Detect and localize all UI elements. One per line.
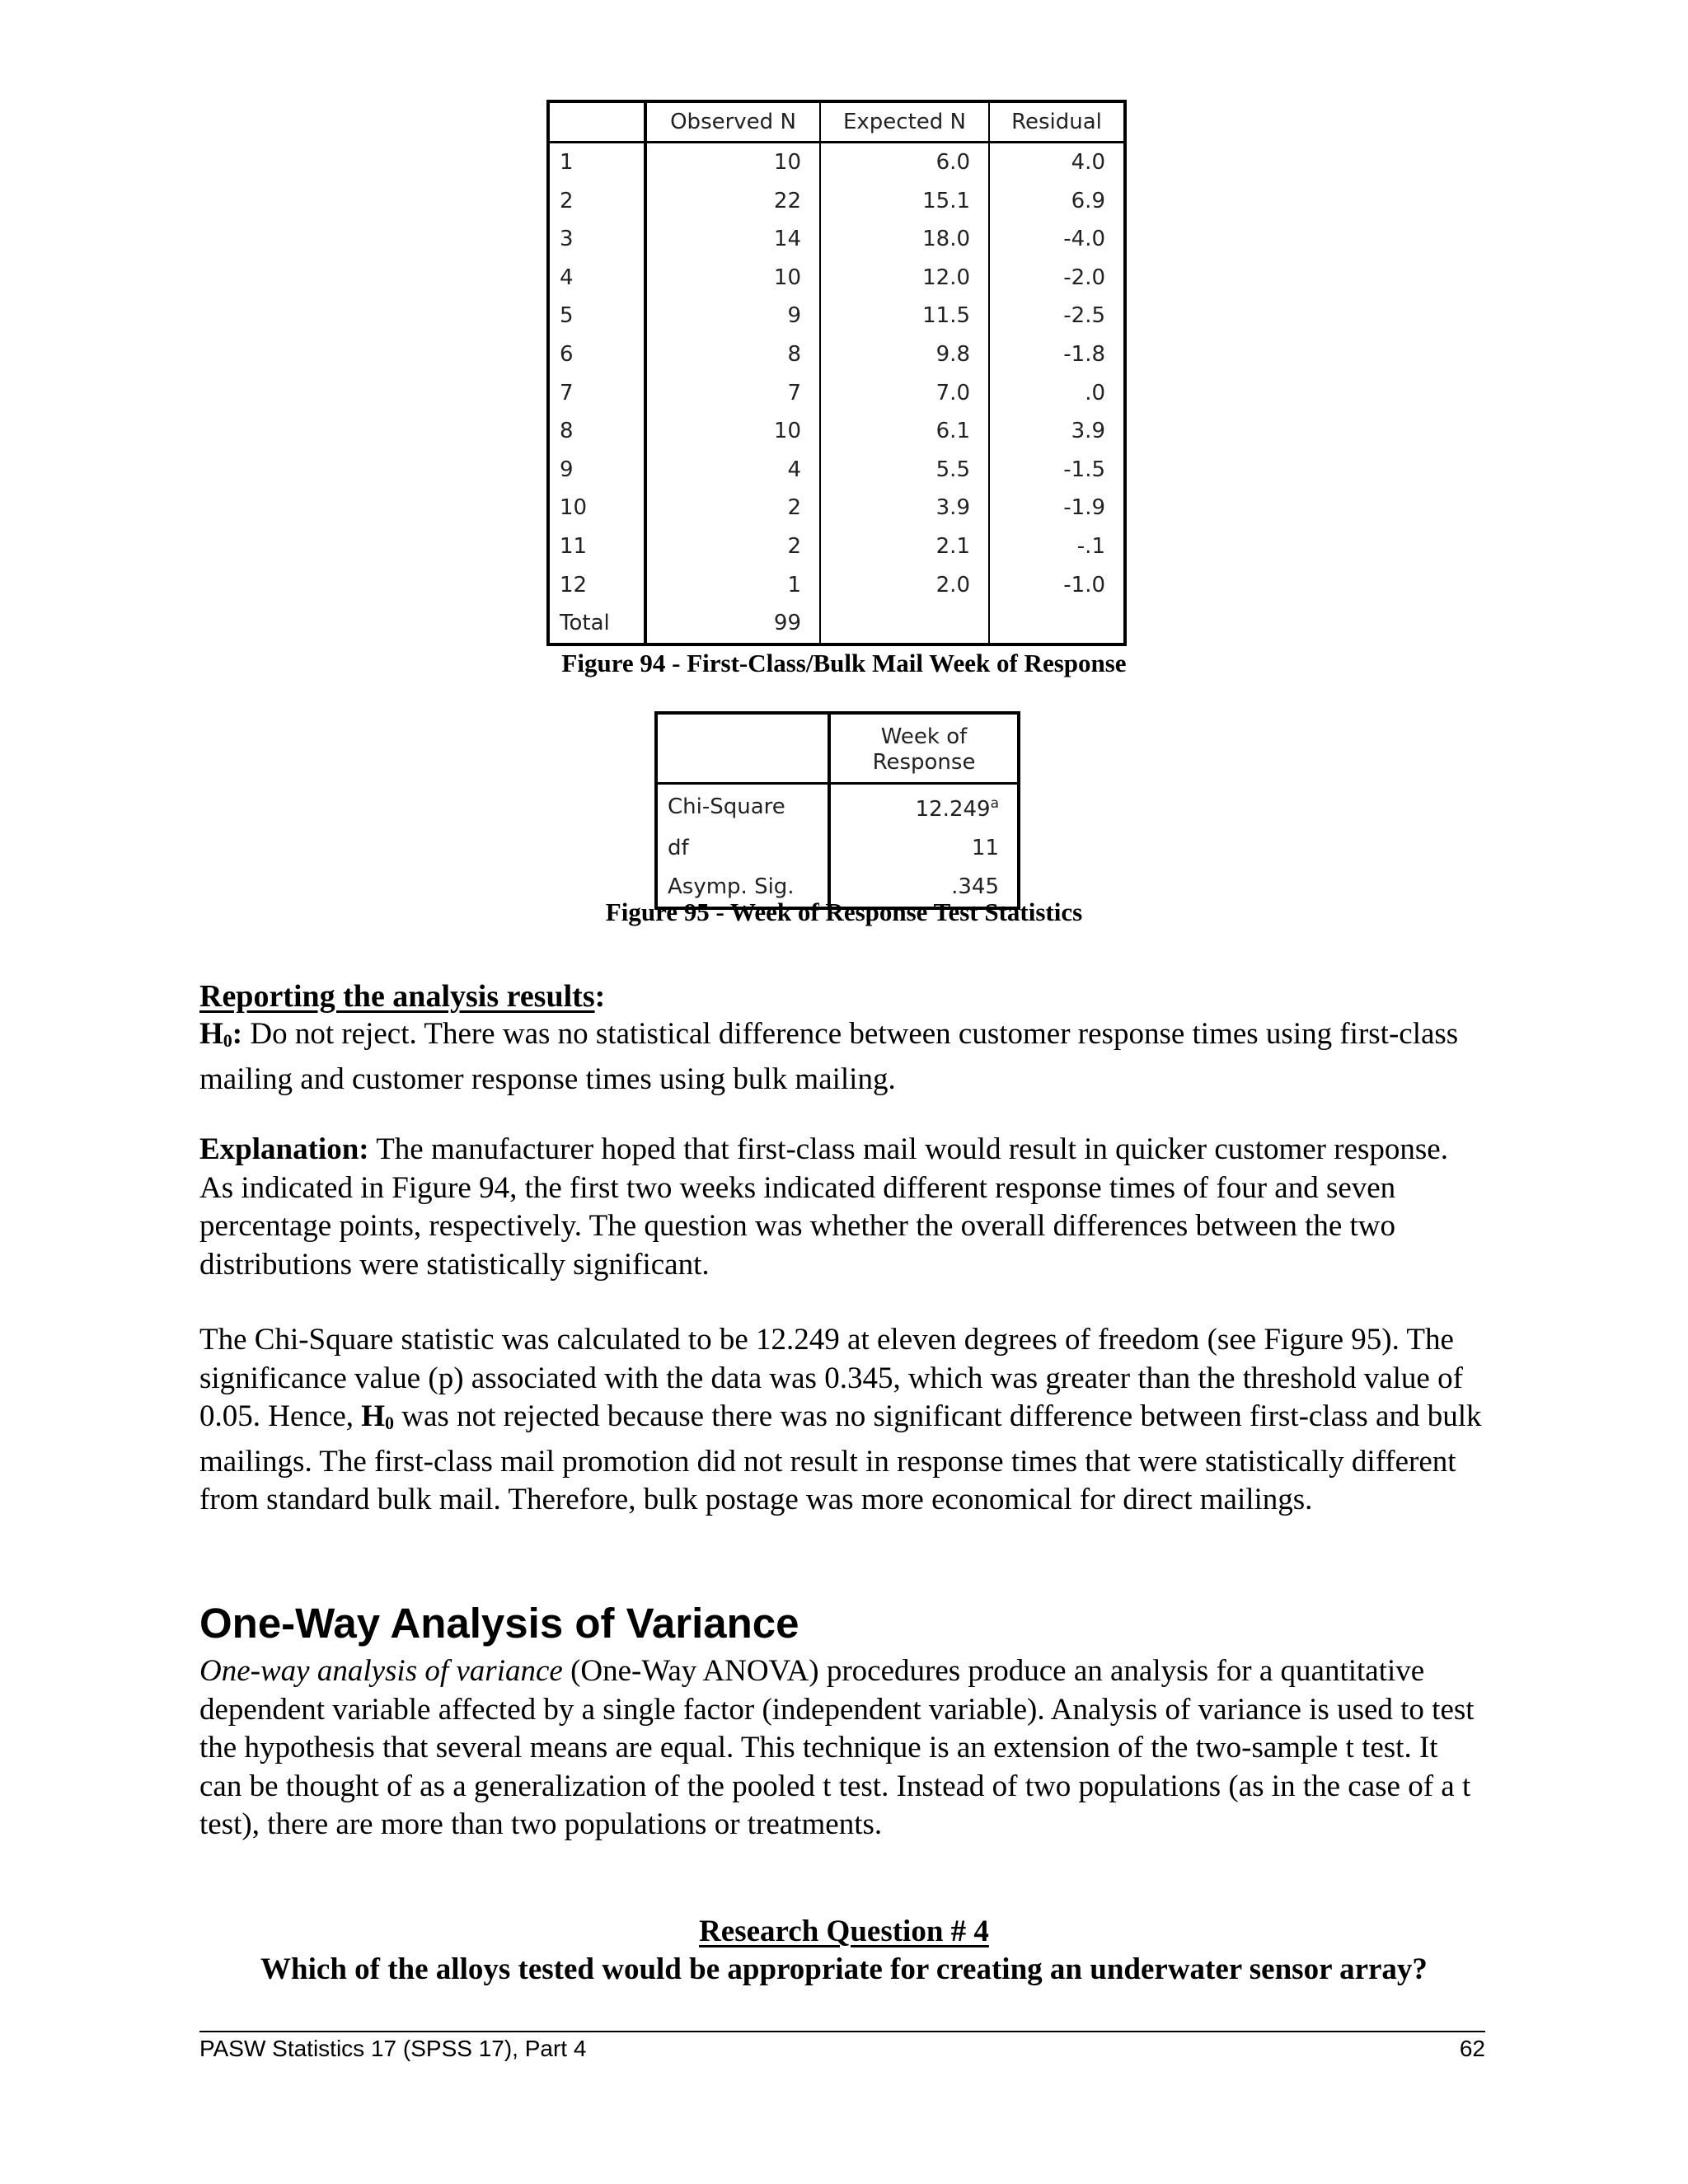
header-line-1: Week of xyxy=(880,724,968,749)
cell-value: 10 xyxy=(645,143,820,182)
cell-value: -1.9 xyxy=(1063,495,1105,521)
footer-rule xyxy=(199,2031,1485,2032)
cell-value: 15.1 xyxy=(820,182,989,221)
cell-value: 12.0 xyxy=(820,259,989,298)
cell-value: 7.0 xyxy=(820,374,989,413)
row-label: df xyxy=(656,829,829,868)
cell-value xyxy=(829,784,1019,830)
table-row xyxy=(656,784,1019,830)
cell-value: -1.5 xyxy=(1063,457,1105,482)
cell-value: -.1 xyxy=(1076,533,1105,559)
chi-square-paragraph: The Chi-Square statistic was calculated to be 12.249 at eleven degrees of freedom (see Figure 95). The significance value (p) associated with the data was 0.345, which was greater than the threshold value of 0.05. Hence, $H_0$ was not rejected because there was no significant difference between first-class and bulk mailings. The first-class mail promotion did not result in response times that were statistically different from standard bulk mail. Therefore, bulk postage was more economical for direct mailings. xyxy=(199,1323,1482,1516)
test-statistics-table xyxy=(654,711,1020,910)
value-text: 11 xyxy=(971,836,999,860)
cell-value: 14 xyxy=(645,220,820,259)
cell-value: 3.9 xyxy=(820,489,989,527)
cell-value: 2 xyxy=(645,527,820,566)
cell-value: -1.0 xyxy=(1063,572,1105,598)
table-row xyxy=(548,374,1125,413)
row-label: 6 xyxy=(548,335,645,374)
cell-value xyxy=(829,829,1019,868)
value-text: .345 xyxy=(951,874,999,899)
row-label: 11 xyxy=(548,527,645,566)
table-header-row xyxy=(656,713,1019,784)
row-label: 8 xyxy=(548,412,645,451)
cell-value: 2 xyxy=(645,489,820,527)
cell-value: 22 xyxy=(645,182,820,221)
table-row xyxy=(548,604,1125,644)
row-label: Asymp. Sig. xyxy=(656,868,829,908)
table-header-row xyxy=(548,101,1125,143)
header-residual: Residual xyxy=(989,101,1125,143)
cell-value: 11.5 xyxy=(820,297,989,335)
cell-value: 1 xyxy=(645,566,820,605)
header-week-of-response xyxy=(829,713,1019,784)
row-label: 5 xyxy=(548,297,645,335)
row-label: 3 xyxy=(548,220,645,259)
table-row xyxy=(548,297,1125,335)
cell-value: 10 xyxy=(645,412,820,451)
header-observed: Observed N xyxy=(645,101,820,143)
row-label: 7 xyxy=(548,374,645,413)
figure-94-caption: Figure 94 - First-Class/Bulk Mail Week of Response xyxy=(561,649,1127,677)
table-row xyxy=(548,527,1125,566)
header-blank xyxy=(548,101,645,143)
row-label: 2 xyxy=(548,182,645,221)
value-text: 12.249 xyxy=(915,797,991,822)
cell-value: .0 xyxy=(1085,380,1105,405)
table-row xyxy=(548,335,1125,374)
table-row xyxy=(548,451,1125,490)
table-row xyxy=(548,566,1125,605)
table-row xyxy=(548,259,1125,298)
cell-value: 9 xyxy=(645,297,820,335)
footnote-marker: a xyxy=(990,795,999,812)
cell-value: 4.0 xyxy=(1071,150,1105,175)
row-label: Total xyxy=(548,604,645,644)
header-blank xyxy=(656,713,829,784)
table-row xyxy=(548,220,1125,259)
cell-value: 18.0 xyxy=(820,220,989,259)
table-row xyxy=(548,489,1125,527)
cell-value: 9.8 xyxy=(820,335,989,374)
cell-value xyxy=(989,604,1125,644)
cell-value: 6.9 xyxy=(1071,188,1105,213)
research-question-text: Which of the alloys tested would be appropriate for creating an underwater sensor array? xyxy=(260,1952,1428,1986)
frequency-table xyxy=(546,100,1127,646)
row-label: Chi-Square xyxy=(656,784,829,830)
table-row xyxy=(548,182,1125,221)
cell-value: -2.5 xyxy=(1063,303,1105,329)
table-row xyxy=(548,412,1125,451)
figure-95-caption: Figure 95 - Week of Response Test Statistics xyxy=(605,898,1083,926)
header-expected: Expected N xyxy=(820,101,989,143)
row-label: 10 xyxy=(548,489,645,527)
anova-heading: One-Way Analysis of Variance xyxy=(199,1600,799,1647)
page-number: 62 xyxy=(1459,2036,1485,2061)
row-label: 9 xyxy=(548,451,645,490)
research-question-title: Research Question # 4 xyxy=(699,1915,989,1948)
row-label: 12 xyxy=(548,566,645,605)
table-row xyxy=(548,143,1125,182)
h0-paragraph: $H_0$: Do not reject. There was no statistical difference between customer response times using first-class mailing and customer response times using bulk mailing. xyxy=(199,1017,1459,1096)
footer-title: PASW Statistics 17 (SPSS 17), Part 4 xyxy=(199,2036,587,2061)
cell-value: 8 xyxy=(645,335,820,374)
cell-value: 4 xyxy=(645,451,820,490)
cell-value: 10 xyxy=(645,259,820,298)
table-row xyxy=(656,829,1019,868)
row-label: 1 xyxy=(548,143,645,182)
cell-value: 3.9 xyxy=(1071,419,1105,444)
explanation-paragraph: Explanation: The manufacturer hoped that first-class mail would result in quicker customer response. As indicated in Figure 94, the first two weeks indicated different response times of four and seven percentage points, respectively. The question was whether the overall differences between the two distributions were statistically significant. xyxy=(199,1132,1448,1282)
cell-value: 2.1 xyxy=(820,527,989,566)
anova-intro-paragraph: One-way analysis of variance (One-Way ANOVA) procedures produce an analysis for a quantitative dependent variable affected by a single factor (independent variable). Analysis of variance is used to test the hypothesis that several means are equal. This technique is an extension of the two-sample t test. It can be thought of as a generalization of the pooled t test. Instead of two populations (as in the case of a t test), there are more than two populations or treatments. xyxy=(199,1654,1475,1841)
cell-value: -2.0 xyxy=(1063,265,1105,290)
cell-value: -1.8 xyxy=(1063,341,1105,367)
cell-value: -4.0 xyxy=(1063,227,1105,252)
cell-value: 6.0 xyxy=(820,143,989,182)
cell-value: 7 xyxy=(645,374,820,413)
reporting-heading: Reporting the analysis results: xyxy=(199,979,606,1014)
cell-value: 2.0 xyxy=(820,566,989,605)
header-line-2: Response xyxy=(872,750,976,775)
cell-value: 99 xyxy=(645,604,820,644)
cell-value: 6.1 xyxy=(820,412,989,451)
row-label: 4 xyxy=(548,259,645,298)
cell-value xyxy=(820,604,989,644)
cell-value: 5.5 xyxy=(820,451,989,490)
